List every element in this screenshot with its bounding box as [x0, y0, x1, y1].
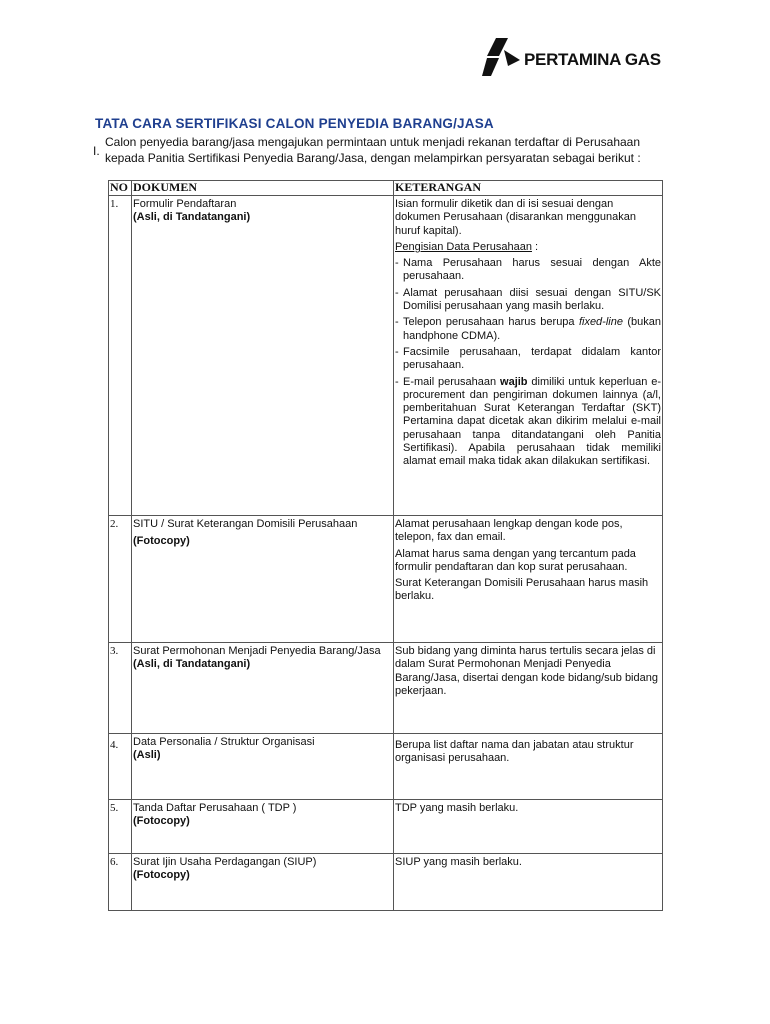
row-number: 3. — [109, 643, 132, 734]
keterangan-text: Sub bidang yang diminta harus tertulis secara jelas di dalam Surat Permohonan Menjadi Penyedia Barang/Jasa, disertai dengan kode bidang/sub bidang pekerjaan. — [395, 645, 658, 697]
table-row — [109, 800, 663, 854]
table-row — [109, 196, 663, 516]
dokumen-note: (Asli, di Tandatangani) — [133, 658, 251, 671]
requirements-table — [108, 180, 663, 911]
row-dokumen — [132, 643, 394, 734]
dokumen-name: Tanda Daftar Perusahaan ( TDP ) — [133, 802, 297, 814]
row-dokumen — [132, 800, 394, 854]
row-dokumen — [132, 516, 394, 643]
header-dokumen: DOKUMEN — [132, 181, 394, 196]
dokumen-note: (Fotocopy) — [133, 869, 190, 882]
list-item: - Facsimile perusahaan, terdapat didalam kantor perusahaan. — [395, 345, 661, 372]
table-row — [109, 734, 663, 800]
dokumen-name: Data Personalia / Struktur Organisasi — [133, 736, 315, 748]
row-dokumen — [132, 854, 394, 911]
dokumen-name: SITU / Surat Keterangan Domisili Perusahaan — [133, 518, 358, 530]
row-dokumen — [132, 734, 394, 800]
header-keterangan: KETERANGAN — [394, 181, 663, 196]
list-item: - Nama Perusahaan harus sesuai dengan Akte perusahaan. — [395, 257, 661, 283]
list-item: - Telepon perusahaan harus berupa fixed-line (bukan handphone CDMA). — [395, 316, 661, 342]
row-keterangan — [394, 854, 663, 911]
list-item: - Alamat perusahaan diisi sesuai dengan SITU/SK Domilisi perusahaan yang masih berlaku. — [395, 286, 661, 313]
intro-text-line-2: kepada Panitia Sertifikasi Penyedia Barang/Jasa, dengan melampirkan persyaratan sebagai berikut : — [105, 151, 641, 165]
page-title: TATA CARA SERTIFIKASI CALON PENYEDIA BARANG/JASA — [95, 116, 494, 131]
row-keterangan — [394, 734, 663, 800]
dokumen-note: (Asli, di Tandatangani) — [133, 211, 251, 224]
dokumen-note: (Fotocopy) — [133, 815, 190, 828]
keterangan-text: SIUP yang masih berlaku. — [395, 856, 522, 868]
row-number: 6. — [109, 854, 132, 911]
keterangan-text: Isian formulir diketik dan di isi sesuai dengan dokumen Perusahaan (disarankan menggunakan huruf kapital). — [395, 198, 636, 237]
pertamina-mark-icon — [482, 36, 524, 78]
brand-name: PERTAMINA GAS — [524, 50, 661, 69]
row-number: 4. — [109, 734, 132, 800]
row-keterangan — [394, 516, 663, 643]
dokumen-name: Formulir Pendaftaran — [133, 198, 237, 210]
keterangan-text: Alamat harus sama dengan yang tercantum pada formulir pendaftaran dan kop surat perusahaan. — [395, 547, 636, 573]
keterangan-heading: Pengisian Data Perusahaan : — [395, 240, 539, 253]
intro-number: I. — [93, 144, 100, 158]
pertamina-gas-logo — [482, 36, 682, 80]
dokumen-note: (Asli) — [133, 749, 161, 762]
header-no: NO — [109, 181, 132, 196]
table-row — [109, 854, 663, 911]
dokumen-name: Surat Permohonan Menjadi Penyedia Barang/Jasa — [133, 645, 381, 657]
list-item: - E-mail perusahaan wajib dimiliki untuk keperluan e-procurement dan pengiriman dokumen lainnya (a/l, pemberitahuan Surat Keterangan Terdaftar (SKT) Pertamina dapat dicetak akan dikirim melalui e-mail perusahaan tanpa ditandatangani oleh Panitia Sertifikasi). Apabila perusahaan tidak memiliki alamat email maka tidak akan dilakukan sertifikasi. — [395, 375, 661, 468]
row-number: 1. — [109, 196, 132, 516]
keterangan-text: Berupa list daftar nama dan jabatan atau struktur organisasi perusahaan. — [395, 739, 634, 765]
row-keterangan — [394, 643, 663, 734]
keterangan-text: TDP yang masih berlaku. — [395, 802, 519, 814]
row-keterangan — [394, 196, 663, 516]
row-keterangan — [394, 800, 663, 854]
row-number: 2. — [109, 516, 132, 643]
table-row — [109, 516, 663, 643]
table-row — [109, 643, 663, 734]
keterangan-text: Alamat perusahaan lengkap dengan kode pos, telepon, fax dan email. — [395, 518, 623, 544]
keterangan-text: Surat Keterangan Domisili Perusahaan harus masih berlaku. — [395, 577, 649, 603]
dokumen-note: (Fotocopy) — [133, 535, 190, 548]
intro-text-line-1: Calon penyedia barang/jasa mengajukan permintaan untuk menjadi rekanan terdaftar di Perusahaan — [105, 135, 641, 149]
row-dokumen — [132, 196, 394, 516]
row-number: 5. — [109, 800, 132, 854]
dokumen-name: Surat Ijin Usaha Perdagangan (SIUP) — [133, 856, 317, 868]
table-header-row — [109, 181, 663, 196]
